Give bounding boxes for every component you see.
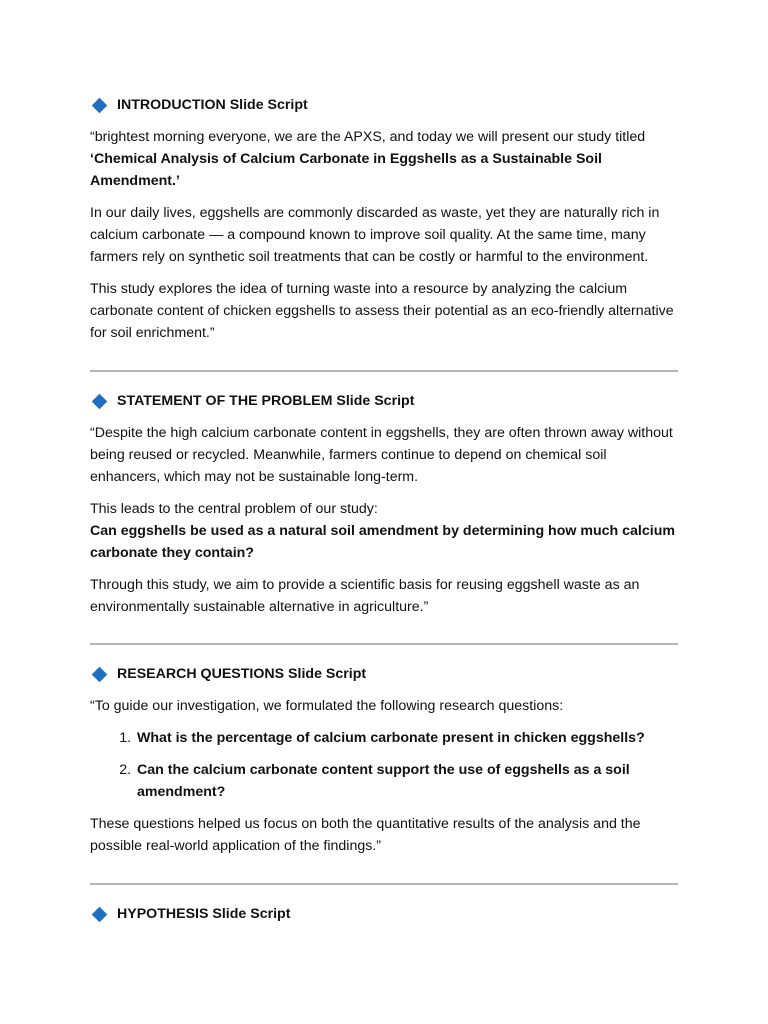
blue-diamond-icon (92, 97, 108, 113)
problem-section (90, 390, 680, 628)
introduction-paragraph-1 (90, 126, 680, 192)
hypothesis-heading (90, 903, 680, 925)
introduction-paragraph-3: This study explores the idea of turning waste into a resource by analyzing the calcium carbonate content of chicken eggshells to assess their potential as an eco-friendly alternative for soil enrichment.” (90, 281, 674, 341)
introduction-paragraph-2: In our daily lives, eggshells are commonly discarded as waste, yet they are naturally rich in calcium carbonate — a compound known to improve soil quality. At the same time, many farmers rely on synthetic soil treatments that can be costly or harmful to the environment. (90, 205, 660, 265)
introduction-opening: “brightest morning everyone, we are the APXS, and today we will present our study titled (90, 129, 646, 145)
central-problem: Can eggshells be used as a natural soil amendment by determining how much calcium carbonate they contain? (90, 523, 675, 561)
hypothesis-title: HYPOTHESIS Slide Script (117, 906, 291, 922)
problem-paragraph-1: “Despite the high calcium carbonate content in eggshells, they are often thrown away without being reused or recycled. Meanwhile, farmers continue to depend on chemical soil enhancers, which may not be sustainable long-term. (90, 425, 673, 485)
section-divider (90, 643, 678, 645)
hypothesis-section (90, 903, 680, 935)
introduction-heading (90, 94, 680, 116)
research-questions-section (90, 663, 680, 867)
introduction-title: INTRODUCTION Slide Script (117, 97, 308, 113)
problem-title: STATEMENT OF THE PROBLEM Slide Script (117, 393, 415, 409)
research-questions-title: RESEARCH QUESTIONS Slide Script (117, 666, 367, 682)
section-divider (90, 370, 678, 372)
problem-lead: This leads to the central problem of our study: (90, 501, 378, 517)
study-title: ‘Chemical Analysis of Calcium Carbonate in Eggshells as a Sustainable Soil Amendment.’ (90, 151, 602, 189)
problem-paragraph-3: Through this study, we aim to provide a scientific basis for reusing eggshell waste as an environmentally sustainable alternative in agriculture.” (90, 577, 640, 615)
research-questions-list (90, 727, 680, 803)
problem-paragraph-2 (90, 498, 680, 564)
blue-diamond-icon (92, 666, 108, 682)
section-divider (90, 883, 678, 885)
list-item: 2. Can the calcium carbonate content support the use of eggshells as a soil amendment? (135, 759, 680, 803)
research-questions-heading (90, 663, 680, 685)
list-item: 1. What is the percentage of calcium carbonate present in chicken eggshells? (135, 727, 680, 749)
blue-diamond-icon (92, 393, 108, 409)
research-questions-closing: These questions helped us focus on both the quantitative results of the analysis and the possible real-world application of the findings.” (90, 816, 641, 854)
problem-heading (90, 390, 680, 412)
research-questions-intro: “To guide our investigation, we formulated the following research questions: (90, 698, 564, 714)
blue-diamond-icon (92, 906, 108, 922)
introduction-section (90, 94, 680, 354)
